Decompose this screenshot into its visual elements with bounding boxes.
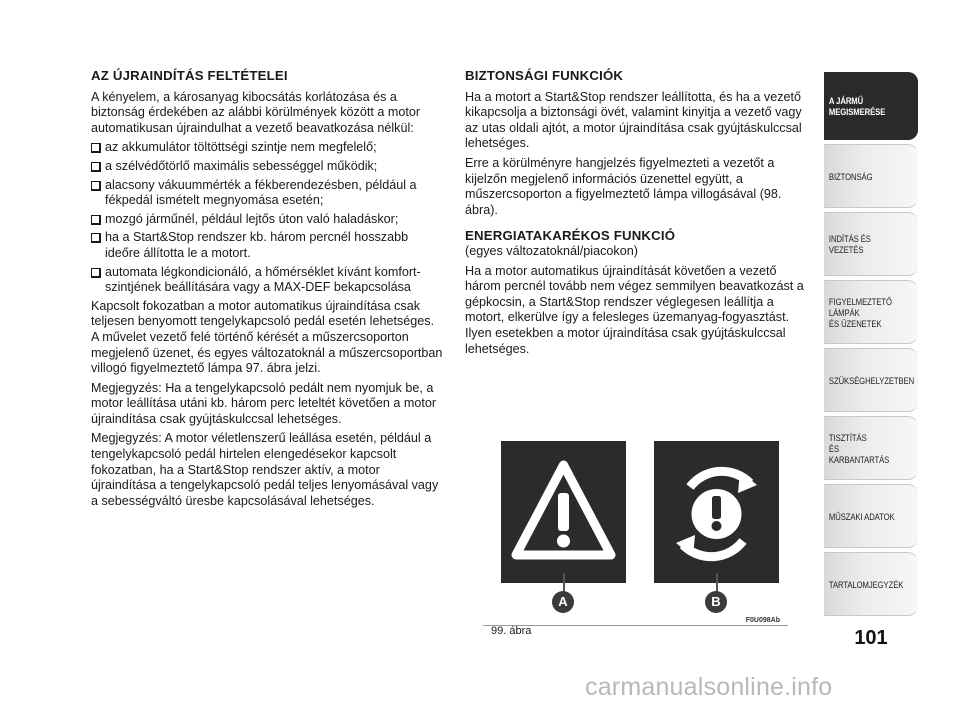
list-item: alacsony vákuummérték a fékberendezésben, például a fékpedál ismételt megnyomása esetén; (91, 178, 443, 209)
tab-safety[interactable]: BIZTONSÁG (824, 144, 918, 208)
tab-maintenance[interactable]: TISZTÍTÁS ÉS KARBANTARTÁS (824, 416, 918, 480)
list-item: mozgó járműnél, például lejtős úton való haladáskor; (91, 212, 443, 228)
clutch-paragraph: Kapcsolt fokozatban a motor automatikus újraindítása csak teljesen benyomott tengelykapcsoló pedál esetén lehetséges. A művelet vezető felé történő kérését a műszercsoporton megjelenő üzenet, és egyes változatoknál a műszercsoportban villogó figyelmeztető lámpa 97. ábra jelzi. (91, 298, 443, 376)
figure-99 (483, 427, 788, 641)
checkbox-bullet-icon (91, 215, 101, 225)
tab-index[interactable]: TARTALOMJEGYZÉK (824, 552, 918, 616)
tab-warning-lights[interactable]: FIGYELMEZTETŐ LÁMPÁK ÉS ÜZENETEK (824, 280, 918, 344)
list-item: az akkumulátor töltöttségi szintje nem megfelelő; (91, 140, 443, 156)
left-column (91, 68, 443, 513)
checkbox-bullet-icon (91, 233, 101, 243)
figure-caption: 99. ábra (491, 625, 532, 637)
energy-saving-heading: ENERGIATAKARÉKOS FUNKCIÓ (465, 228, 676, 244)
checkbox-bullet-icon (91, 143, 101, 153)
energy-saving-subtitle: (egyes változatoknál/piacokon) (465, 243, 638, 258)
tab-emergency[interactable]: SZÜKSÉGHELYZETBEN (824, 348, 918, 412)
start-stop-warning-icon (654, 441, 779, 583)
note-paragraph-2: Megjegyzés: A motor véletlenszerű leállása esetén, például a tengelykapcsoló pedál hirtelen elengedésekor kapcsolt fokozatban, ha a Start&Stop rendszer aktív, a motor újraindítása a tengelykapcsoló pedál teljes lenyomásával vagy a sebességváltó üresbe kapcsolásával lehetséges. (91, 431, 439, 508)
tab-technical-data[interactable]: MŰSZAKI ADATOK (824, 484, 918, 548)
warning-triangle-icon (501, 441, 626, 583)
safety-paragraph-1: Ha a motort a Start&Stop rendszer leállította, és ha a vezető kikapcsolja a biztonsági övét, valamint kinyitja a vezető vagy az utas oldali ajtót, a motor újraindítása csak gyújtáskulccsal lehetséges. (465, 89, 802, 151)
warning-panel-b (654, 441, 779, 583)
tab-starting-driving[interactable]: INDÍTÁS ÉS VEZETÉS (824, 212, 918, 276)
restart-conditions-heading: AZ ÚJRAINDÍTÁS FELTÉTELEI (91, 68, 288, 83)
page-number: 101 (854, 627, 888, 649)
list-item: automata légkondicionáló, a hőmérséklet kívánt komfort-szintjének beállítására vagy a MAX-DEF bekapcsolása (91, 265, 443, 296)
checkbox-bullet-icon (91, 181, 101, 191)
tab-vehicle-overview[interactable]: A JÁRMŰ MEGISMERÉSE (824, 72, 918, 140)
intro-paragraph: A kényelem, a károsanyag kibocsátás korlátozása és a biztonság érdekében az alábbi körülmények között a motor automatikusan újraindulhat a vezető beavatkozása nélkül: (91, 89, 421, 135)
figure-code: F0U098Ab (745, 617, 780, 624)
checkbox-bullet-icon (91, 268, 101, 278)
note-paragraph-1: Megjegyzés: Ha a tengelykapcsoló pedált nem nyomjuk be, a motor leállítása utáni kb. három perc leteltét követően a motor újraindítása csak gyújtáskulccsal lehetséges. (91, 380, 437, 426)
watermark: carmanualsonline.info (585, 673, 833, 701)
list-item: a szélvédőtörlő maximális sebességgel működik; (91, 159, 443, 175)
checkbox-bullet-icon (91, 162, 101, 172)
callout-a: A (552, 591, 574, 613)
safety-functions-heading: BIZTONSÁGI FUNKCIÓK (465, 68, 624, 83)
energy-saving-paragraph: Ha a motor automatikus újraindítását követően a vezető három percnél tovább nem végez semmilyen beavatkozást a gépkocsin, a Start&Stop rendszer véglegesen leállítja a motort, elkerülve így a felesleges üzemanyag-fogyasztást. Ilyen esetekben a motor újraindítása csak gyújtáskulccsal lehetséges. (465, 263, 804, 356)
conditions-list (91, 140, 443, 295)
chapter-tabs (824, 72, 918, 620)
list-item: ha a Start&Stop rendszer kb. három percnél hosszabb ideőre állította le a motort. (91, 230, 443, 261)
safety-paragraph-2: Erre a körülményre hangjelzés figyelmezteti a vezetőt a kijelzőn megjelenő információs üzenettel együtt, a műszercsoporton a figyelmeztető lámpa villogásával (98. ábra). (465, 155, 782, 217)
warning-panel-a (501, 441, 626, 583)
callout-b: B (705, 591, 727, 613)
right-column (465, 68, 810, 361)
